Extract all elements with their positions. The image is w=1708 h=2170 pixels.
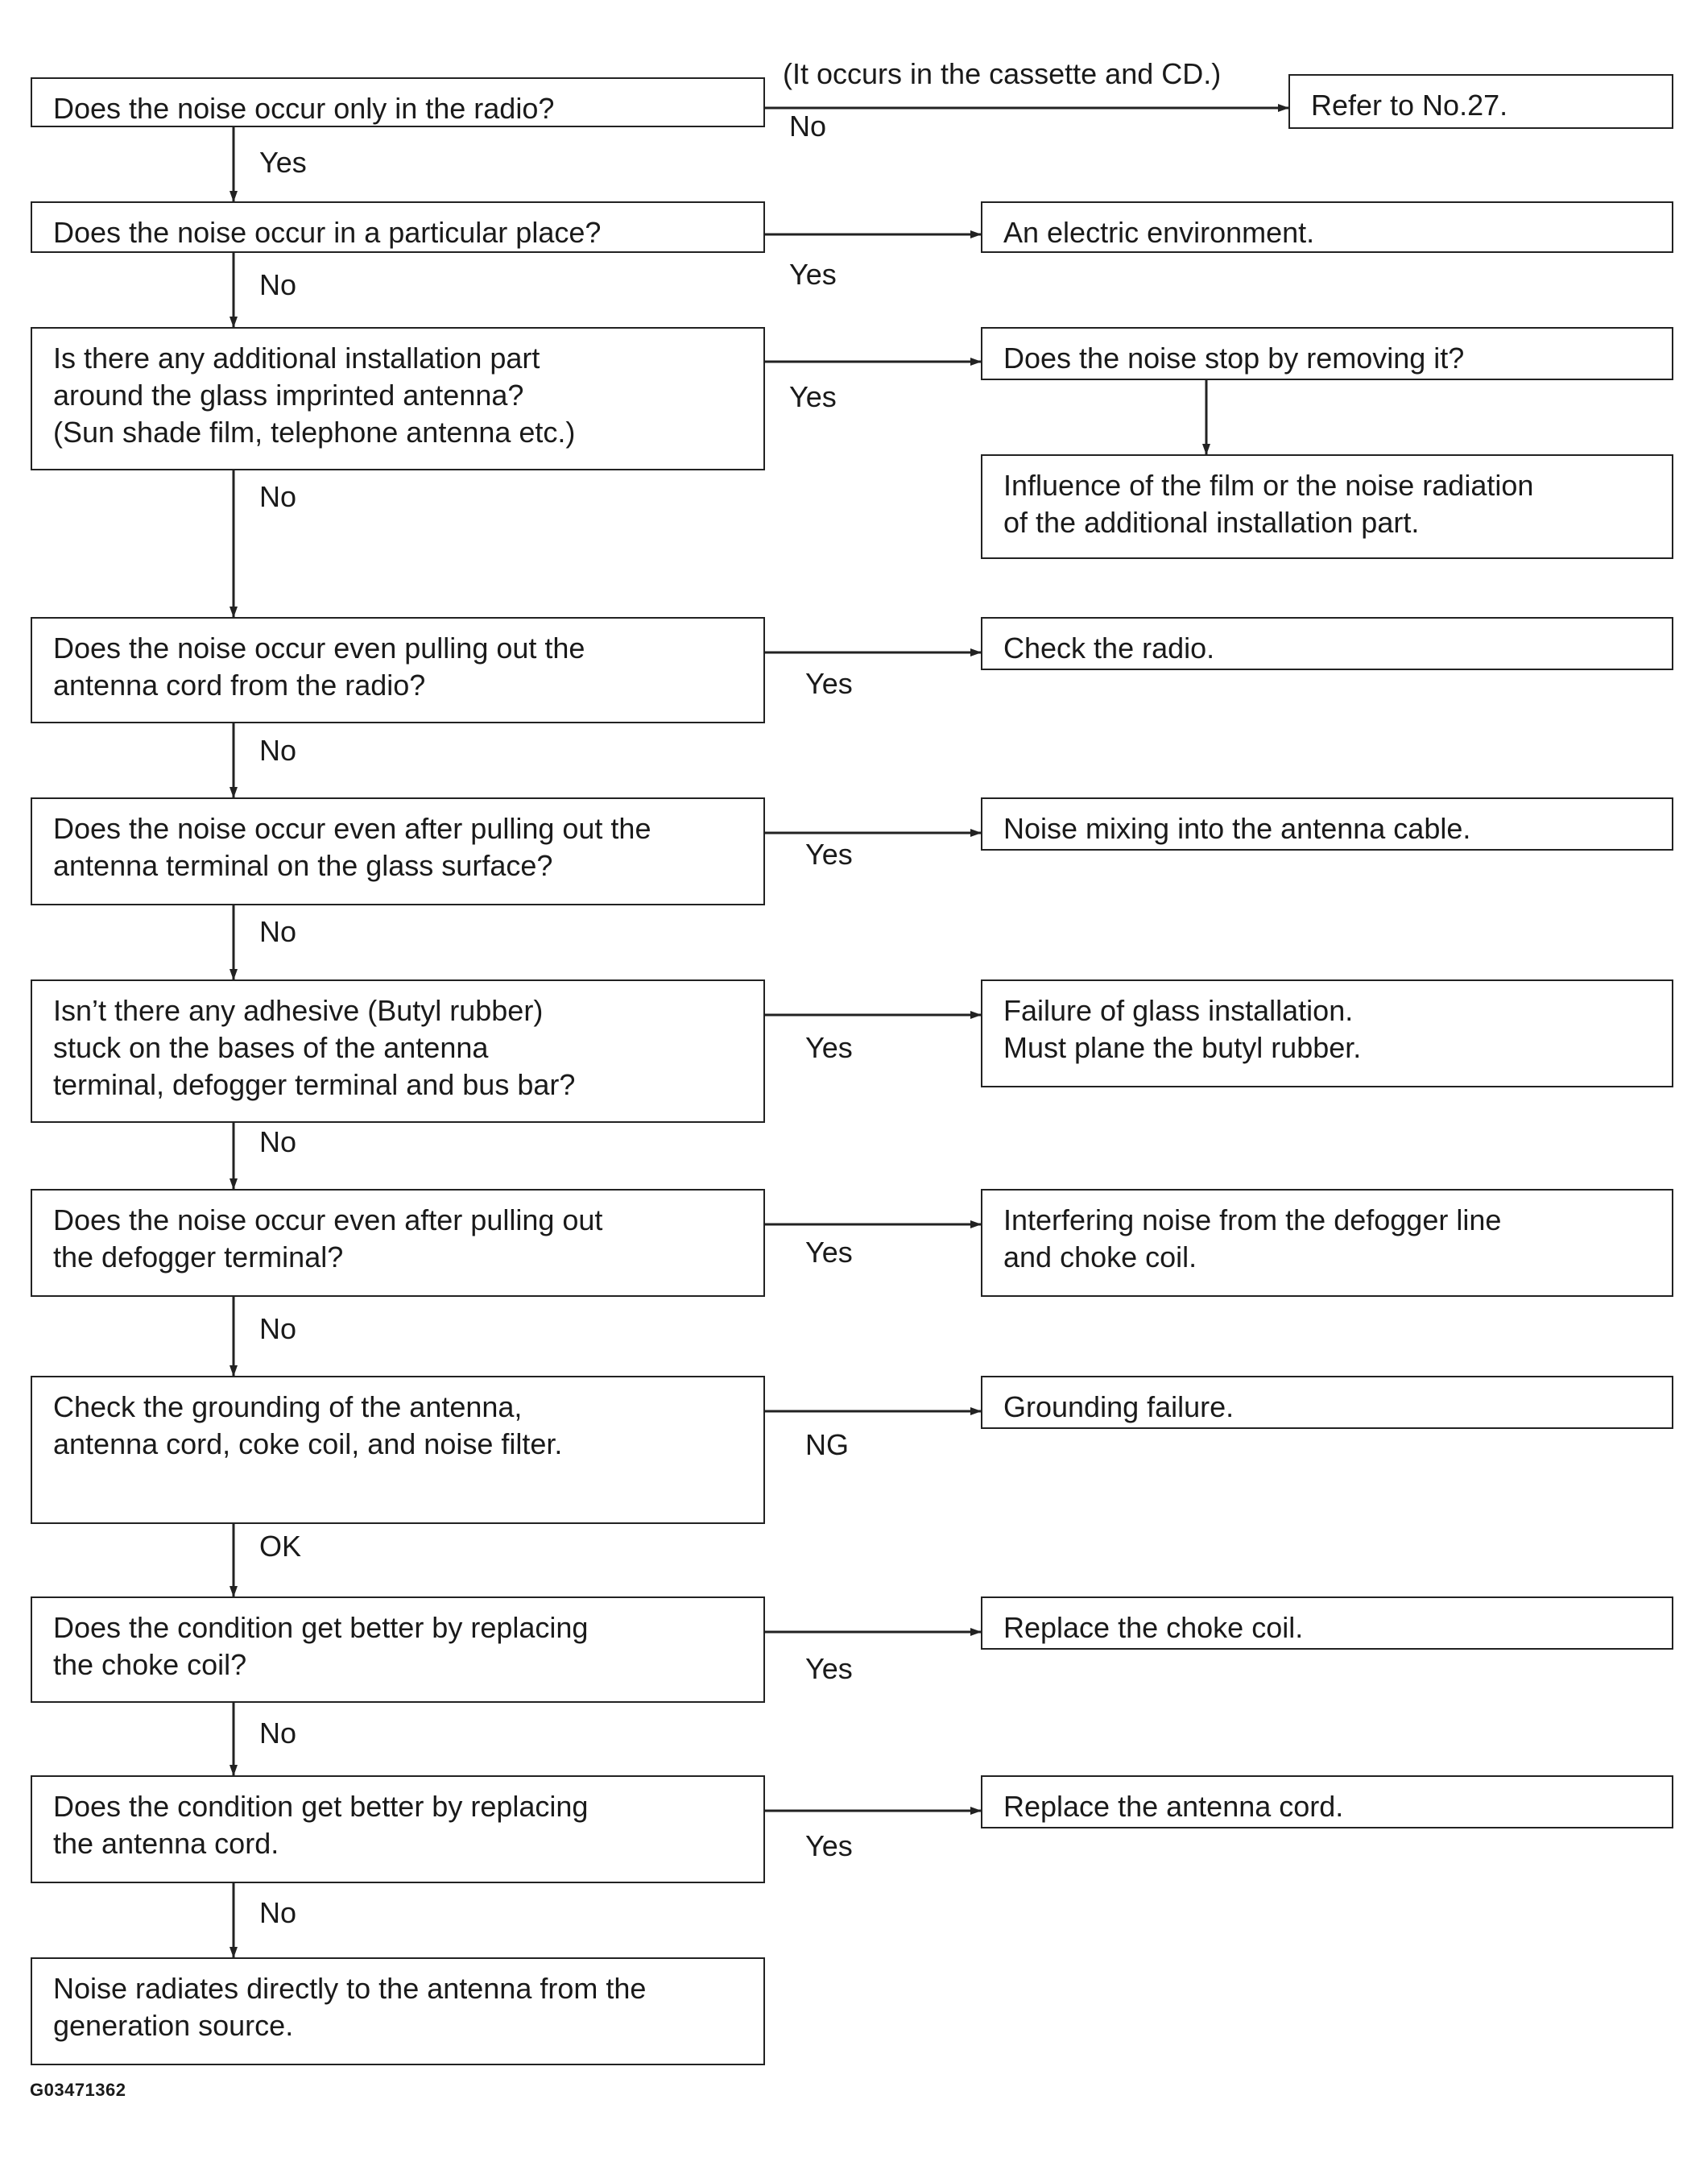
side-note: (It occurs in the cassette and CD.) (783, 57, 1222, 90)
question-box-q11: Noise radiates directly to the antenna from the generation source. (31, 1957, 765, 2065)
question-box-q5: Does the noise occur even after pulling out the antenna terminal on the glass surface? (31, 797, 765, 905)
side-branch-label-9: Yes (805, 1652, 853, 1685)
question-box-q6: Isn’t there any adhesive (Butyl rubber) stuck on the bases of the antenna terminal, defogger terminal and bus bar? (31, 979, 765, 1123)
result-box-r8: Grounding failure. (981, 1376, 1673, 1429)
side-branch-label-3: Yes (789, 380, 837, 413)
question-box-q3: Is there any additional installation part around the glass imprinted antenna? (Sun shade film, telephone antenna etc.) (31, 327, 765, 470)
side-branch-label-10: Yes (805, 1829, 853, 1862)
down-branch-label-1: Yes (259, 146, 307, 179)
down-branch-label-8: OK (259, 1530, 302, 1563)
result-box-r4: Check the radio. (981, 617, 1673, 670)
result-box-r9: Replace the choke coil. (981, 1596, 1673, 1650)
result-box-r5: Noise mixing into the antenna cable. (981, 797, 1673, 851)
side-branch-label-1: No (789, 110, 827, 143)
result-box-r6: Failure of glass installation. Must plane the butyl rubber. (981, 979, 1673, 1087)
result-box-r10: Replace the antenna cord. (981, 1775, 1673, 1828)
down-branch-label-5: No (259, 915, 297, 948)
down-branch-label-2: No (259, 268, 297, 301)
result-box-r1: Refer to No.27. (1288, 74, 1673, 129)
question-box-q9: Does the condition get better by replacing the choke coil? (31, 1596, 765, 1703)
result-box-r3a: Does the noise stop by removing it? (981, 327, 1673, 380)
question-box-q7: Does the noise occur even after pulling out the defogger terminal? (31, 1189, 765, 1297)
down-branch-label-9: No (259, 1717, 297, 1750)
side-branch-label-2: Yes (789, 258, 837, 291)
side-branch-label-5: Yes (805, 838, 853, 871)
figure-code: G03471362 (30, 2080, 126, 2100)
side-branch-label-8: NG (805, 1428, 849, 1461)
question-box-q1: Does the noise occur only in the radio? (31, 77, 765, 127)
down-branch-label-4: No (259, 734, 297, 767)
side-branch-label-4: Yes (805, 667, 853, 700)
question-box-q4: Does the noise occur even pulling out the antenna cord from the radio? (31, 617, 765, 723)
result-box-r7: Interfering noise from the defogger line and choke coil. (981, 1189, 1673, 1297)
down-branch-label-10: No (259, 1896, 297, 1929)
question-box-q2: Does the noise occur in a particular place? (31, 201, 765, 253)
result-box-r3b: Influence of the film or the noise radiation of the additional installation part. (981, 454, 1673, 559)
side-branch-label-6: Yes (805, 1031, 853, 1064)
down-branch-label-7: No (259, 1312, 297, 1345)
side-branch-label-7: Yes (805, 1236, 853, 1269)
question-box-q8: Check the grounding of the antenna, antenna cord, coke coil, and noise filter. (31, 1376, 765, 1524)
down-branch-label-3: No (259, 480, 297, 513)
result-box-r2: An electric environment. (981, 201, 1673, 253)
question-box-q10: Does the condition get better by replacing the antenna cord. (31, 1775, 765, 1883)
down-branch-label-6: No (259, 1125, 297, 1158)
